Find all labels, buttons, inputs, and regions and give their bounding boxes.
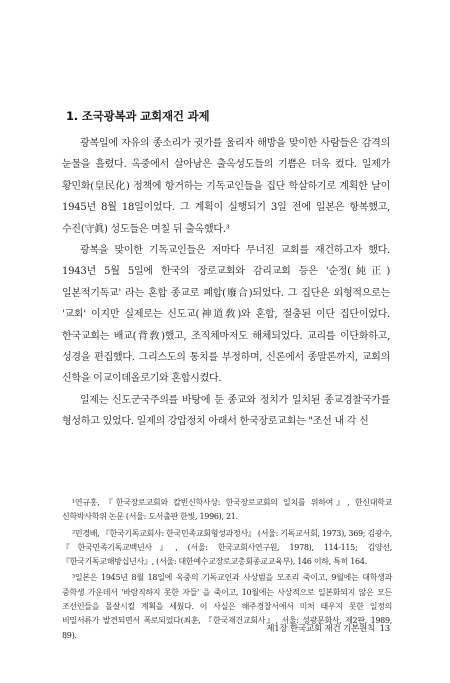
paragraph-church-rebuilding: 광복을 맞이한 기독교인들은 저마다 무너진 교회를 재건하고자 했다. 1943년 5월 5일에 한국의 장로교회와 감리교회 등은 '순정(純正)일본적기독교' 라는 혼합 종교로 폐합(廢合)되었다. 그 집단은 외형적으로는 '교회' 이지만 실제로는 신도교(神道敎)와 혼합, 절충된 이단 집단이었다. 한국교회는 배교(背敎)했고, 조직체마저도 해체되었다. 교리를 이단화하고, 성경을 편집했다. 그리스도의 통치를 부정하며, 신론에서 종말론까지, 교회의 신학을 이교이데올로기와 혼합시켰다. [62, 245, 390, 385]
footnote-1: ¹연규홍, 『한국장로교회와 칼빈신학사상: 한국장로교회의 일치를 위하여』, 한신대학교 신학박사학위 논문 (서울: 도서출판 한빛, 1996), 21. [62, 498, 392, 522]
paragraph-shinto-state: 일제는 신도군국주의를 바탕에 둔 종교와 정치가 일치된 종교경찰국가를 형성하고 있었다. 일제의 강압정치 아래서 한국장로교회는 "조선 내 각 신 [62, 394, 390, 428]
section-heading: 1. 조국광복과 교회재건 과제 [66, 109, 210, 123]
page-number: 13 [379, 624, 390, 634]
chapter-title: 제1장 한국교회 재건 기본원칙 [266, 624, 376, 634]
body-text [62, 133, 390, 433]
running-footer [266, 622, 390, 634]
paragraph-liberation: 광복일에 자유의 종소리가 귓가를 울리자 해방을 맞이한 사람들은 감격의 눈물을 흘렸다. 옥중에서 살아남은 출옥성도들의 기쁨은 더욱 컸다. 일제가 황민화(皇民化) 정책에 항거하는 기독교인들을 집단 학살하기로 계획한 날이 1945년 8월 18일이었다. 그 계획이 실행되기 3일 전에 일본은 항복했고, 수진(守眞) 성도들은 며칠 뒤 출옥했다.³ [62, 138, 390, 235]
footnote-2: ²민경배, 『한국기독교회사: 한국민족교회형성과정사』 (서울: 기독교서회, 1973), 369; 김광수, 『한국민족기독교백년사』, (서울: 한국교회사연구원, 1978), 114-115; 김양선, 『한국기독교해방십년사』, (서울: 대한예수교장로교총회종교교육부), 146 이하, 특히 164. [62, 528, 392, 567]
footnote-3: ³일본은 1945년 8월 18일에 옥중의 기독교인과 사상범을 모조리 죽이고, 9월에는 대학생과 중학생 가운데서 '바람직하지 못한 자들' 을 죽이고, 10월에는 사상적으로 일본화되지 않은 모든 조선인들을 몰살시킬 계획을 세웠다. 이 사실은 해주경찰서에서 미처 태우지 못한 일정의 비밀서류가 발견되면서 폭로되었다(최훈, 『한국재건교회사』, 서울: 성광문화사, 제2판, 1989, 89). [62, 573, 392, 640]
footnotes [62, 496, 392, 643]
